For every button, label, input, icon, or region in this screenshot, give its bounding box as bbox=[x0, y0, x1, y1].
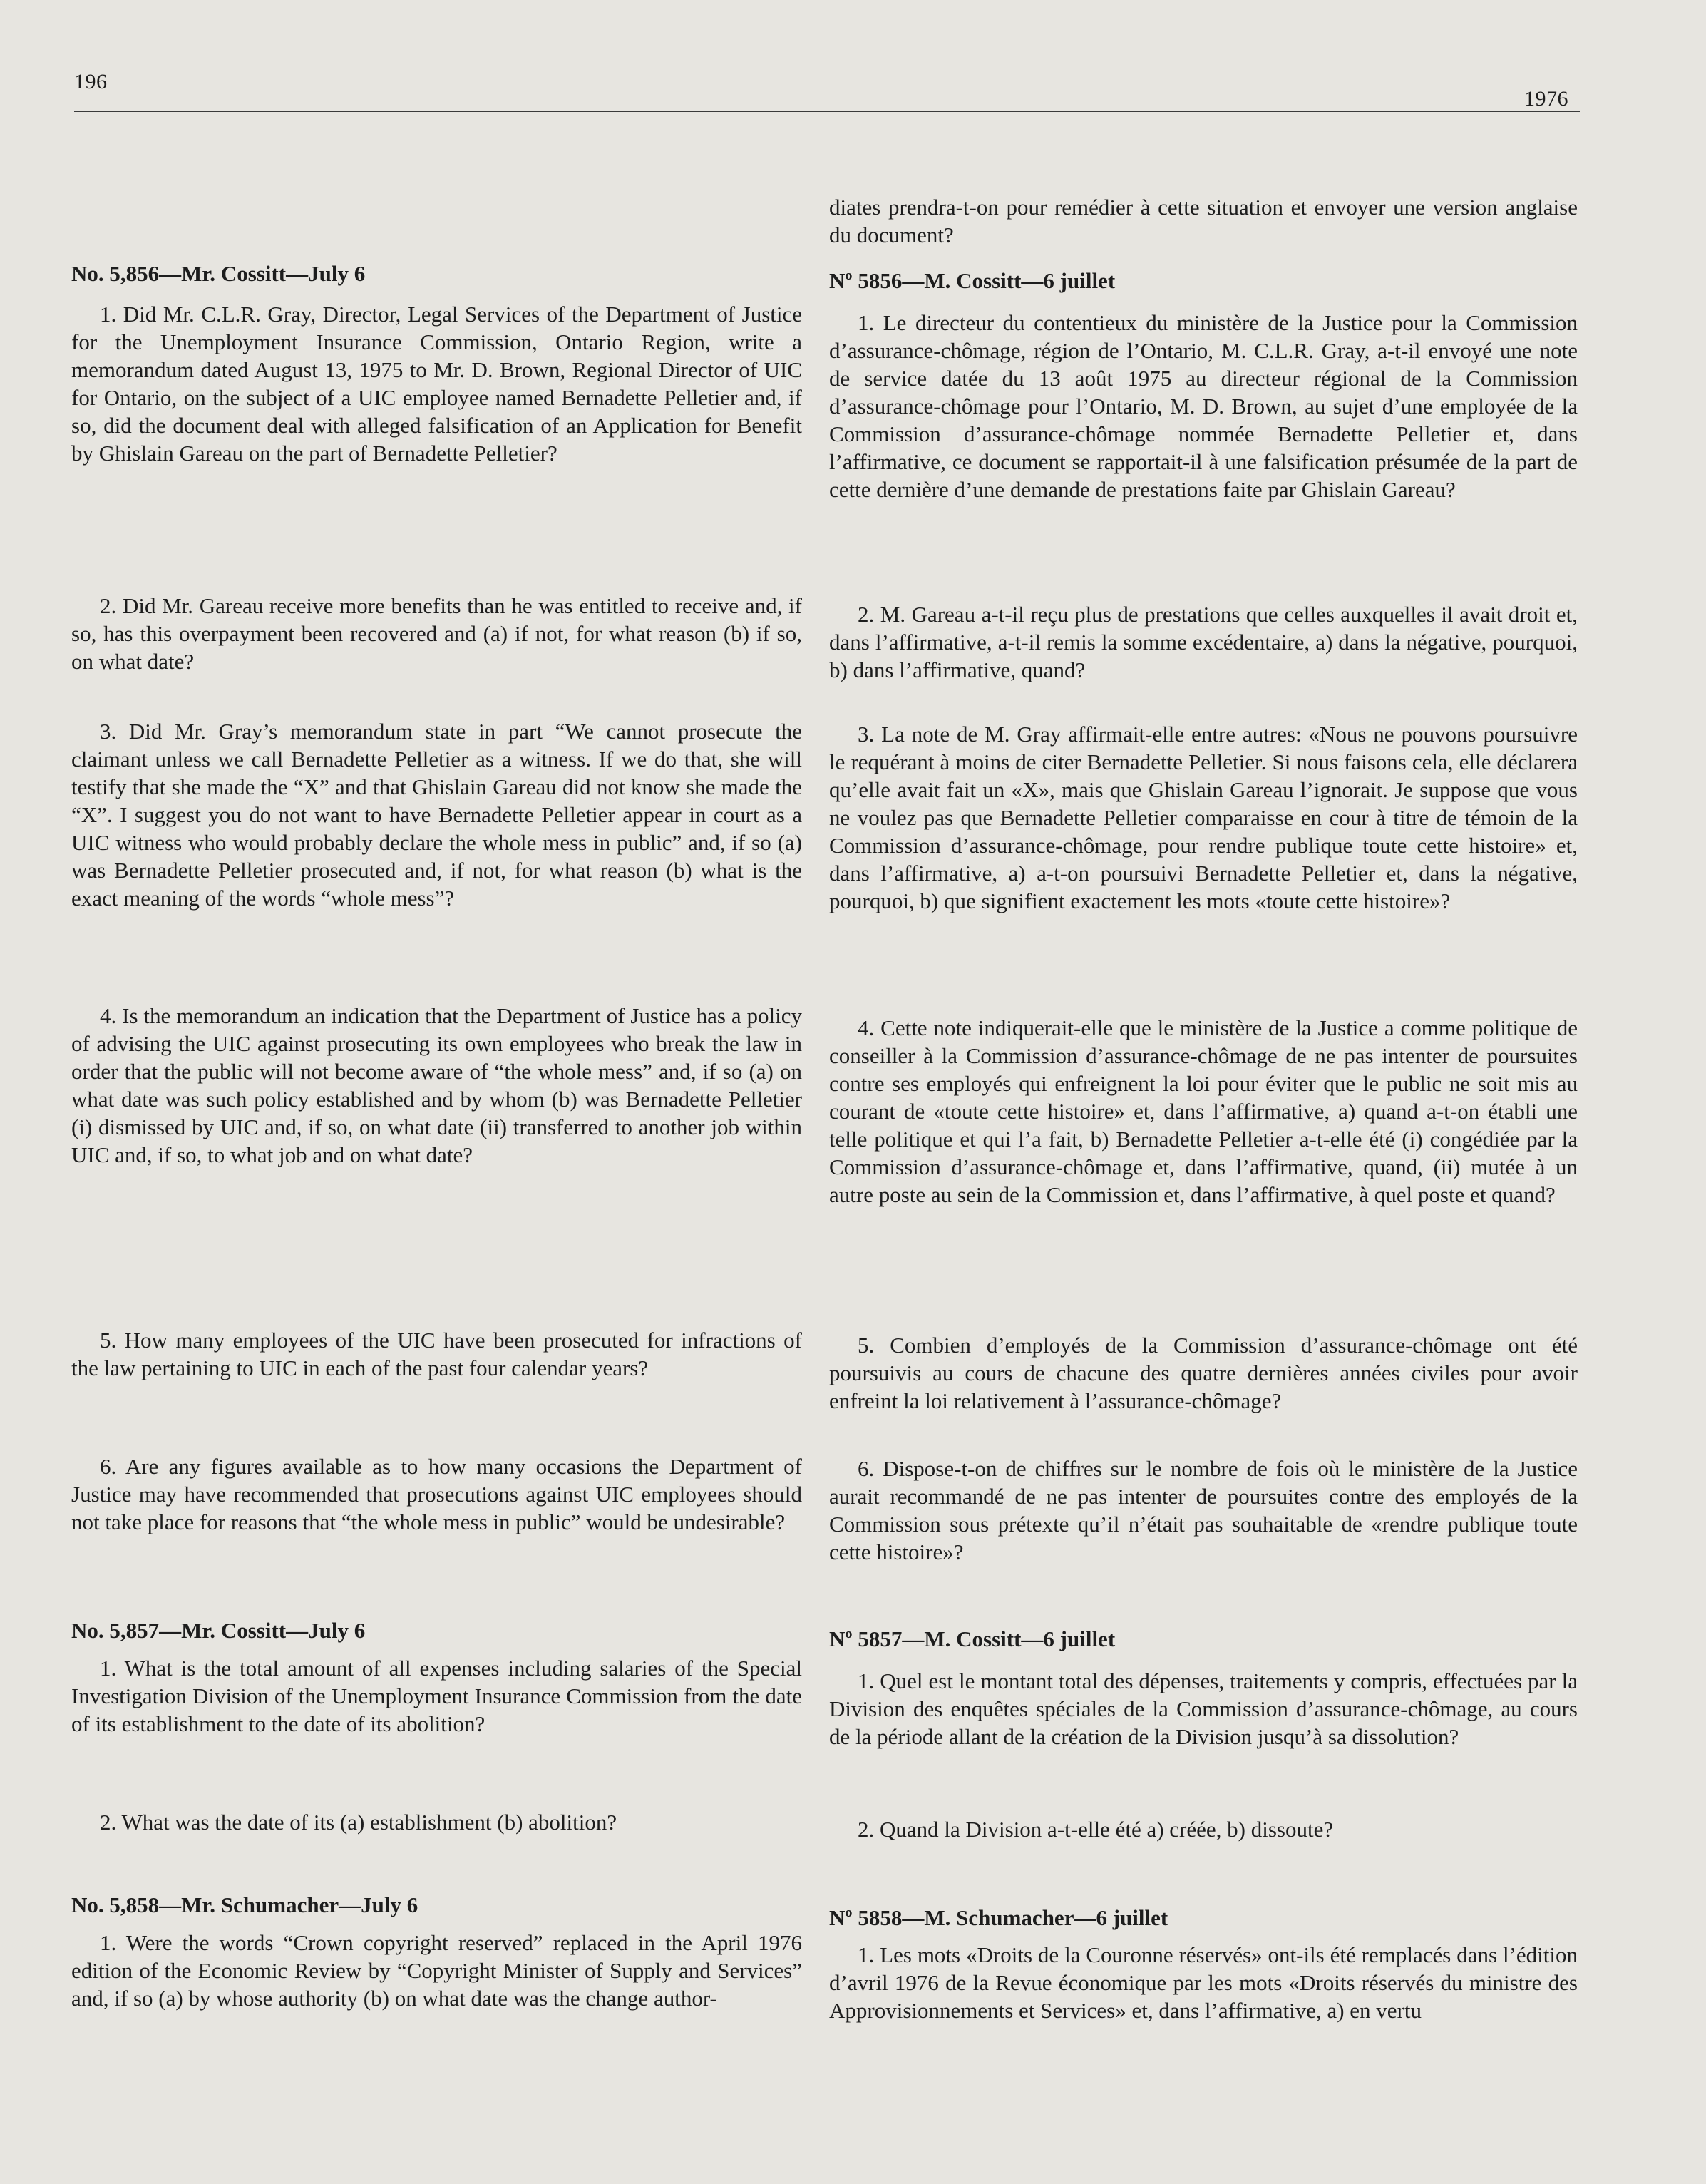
question-5857-fr-heading: Nº 5857—M. Cossitt—6 juillet bbox=[829, 1626, 1116, 1651]
question-5857-heading: No. 5,857—Mr. Cossitt—July 6 bbox=[71, 1618, 366, 1643]
question-5857-part-1: 1. What is the total amount of all expenses including salaries of the Special Investigation Division of the Unemployment Insurance Commission from the date of its establishment to the date of its abolition? bbox=[71, 1656, 802, 1736]
question-5856-fr-part-5: 5. Combien d’employés de la Commission d’assurance-chômage ont été poursuivis au cours de chacune des quatre dernières années civiles pour avoir enfreint la loi relativement à l’assurance-chômage? bbox=[829, 1333, 1578, 1413]
question-5858-part-1: 1. Were the words “Crown copyright reserved” replaced in the April 1976 edition of the Economic Review by “Copyright Minister of Supply and Services” and, if so (a) by whose authority (b) on what date was the change author- bbox=[71, 1930, 802, 2011]
question-5858-fr-part-1: 1. Les mots «Droits de la Couronne réservés» ont-ils été remplacés dans l’édition d’avril 1976 de la Revue économique par les mots «Droits réservés du ministre des Approvisionnements et Services» et, dans l’affirmative, a) en vertu bbox=[829, 1942, 1578, 2023]
question-5856-fr-heading: Nº 5856—M. Cossitt—6 juillet bbox=[829, 268, 1116, 293]
question-5856-fr-part-4: 4. Cette note indiquerait-elle que le ministère de la Justice a comme politique de conseiller à la Commission d’assurance-chômage de ne pas intenter de poursuites contre ses employés qui enfreignent la loi pour éviter que le public ne soit mis au courant de «toute cette histoire» et, dans l’affirmative, a) quand a-t-on établi une telle politique et qui l’a fait, b) Bernadette Pelletier a-t-elle été (i) congédiée par la Commission d’assurance-chômage et, dans l’affirmative, quand, (ii) mutée à un autre poste au sein de la Commission et, dans l’affirmative, à quel poste et quand? bbox=[829, 1015, 1578, 1207]
question-5857-part-2: 2. What was the date of its (a) establishment (b) abolition? bbox=[100, 1810, 617, 1835]
question-5858-heading: No. 5,858—Mr. Schumacher—July 6 bbox=[71, 1892, 418, 1917]
question-5857-fr-part-2: 2. Quand la Division a-t-elle été a) créée, b) dissoute? bbox=[858, 1817, 1334, 1842]
question-5856-fr-part-6: 6. Dispose-t-on de chiffres sur le nombre de fois où le ministère de la Justice aurait recommandé de ne pas intenter de poursuites contre des employés de la Commission sous prétexte qu’il n’était pas souhaitable de «rendre publique toute cette histoire»? bbox=[829, 1456, 1578, 1564]
question-5856-part-3: 3. Did Mr. Gray’s memorandum state in part “We cannot prosecute the claimant unless we call Bernadette Pelletier as a witness. If we do that, she will testify that she made the “X” and that Ghislain Gareau did not know she made the “X”. I suggest you do not want to have Bernadette Pelletier appear in court as a UIC witness who would probably declare the whole mess in public” and, if so (a) was Bernadette Pelletier prosecuted and, if not, for what reason (b) what is the exact meaning of the words “whole mess”? bbox=[71, 719, 802, 911]
question-5856-part-5: 5. How many employees of the UIC have been prosecuted for infractions of the law pertaining to UIC in each of the past four calendar years? bbox=[71, 1328, 802, 1380]
english-column bbox=[71, 0, 802, 2184]
page-number: 196 bbox=[74, 70, 108, 93]
question-5856-part-1: 1. Did Mr. C.L.R. Gray, Director, Legal Services of the Department of Justice for the Unemployment Insurance Commission, Ontario Region, write a memorandum dated August 13, 1975 to Mr. D. Brown, Regional Director of UIC for Ontario, on the subject of a UIC employee named Bernadette Pelletier and, if so, did the document deal with alleged falsification of an Application for Benefit by Ghislain Gareau on the part of Bernadette Pelletier? bbox=[71, 302, 802, 466]
french-continued-text: diates prendra-t-on pour remédier à cette situation et envoyer une version anglaise du document? bbox=[829, 195, 1578, 247]
question-5857-fr-part-1: 1. Quel est le montant total des dépenses, traitements y compris, effectuées par la Division des enquêtes spéciales de la Commission d’assurance-chômage, au cours de la période allant de la création de la Division jusqu’à sa dissolution? bbox=[829, 1668, 1578, 1749]
question-5856-part-4: 4. Is the memorandum an indication that the Department of Justice has a policy of advising the UIC against prosecuting its own employees who break the law in order that the public will not become aware of “the whole mess” and, if so (a) on what date was such policy established and by whom (b) was Bernadette Pelletier (i) dismissed by UIC and, if so, on what date (ii) transferred to another job within UIC and, if so, to what job and on what date? bbox=[71, 1003, 802, 1167]
question-5856-part-6: 6. Are any figures available as to how many occasions the Department of Justice may have recommended that prosecutions against UIC employees should not take place for reasons that “the whole mess in public” would be undesirable? bbox=[71, 1454, 802, 1534]
question-5856-heading: No. 5,856—Mr. Cossitt—July 6 bbox=[71, 261, 366, 286]
question-5856-fr-part-1: 1. Le directeur du contentieux du ministère de la Justice pour la Commission d’assurance-chômage, région de l’Ontario, M. C.L.R. Gray, a-t-il envoyé une note de service datée du 13 août 1975 au directeur régional de la Commission d’assurance-chômage pour l’Ontario, M. D. Brown, au sujet d’une employée de la Commission d’assurance-chômage nommée Bernadette Pelletier et, dans l’affirmative, ce document se rapportait-il à une falsification présumée de la part de cette dernière d’une demande de prestations faite par Ghislain Gareau? bbox=[829, 310, 1578, 502]
question-5856-fr-part-3: 3. La note de M. Gray affirmait-elle entre autres: «Nous ne pouvons poursuivre le requérant à moins de citer Bernadette Pelletier. Si nous faisons cela, elle déclarera qu’elle avait fait un «X», mais que Ghislain Gareau l’ignorait. Je suppose que vous ne voulez pas que Bernadette Pelletier comparaisse en cour à titre de témoin de la Commission d’assurance-chômage, pour rendre publique toute cette histoire» et, dans l’affirmative, a) a-t-on poursuivi Bernadette Pelletier et, dans la négative, pourquoi, b) que signifient exactement les mots «toute cette histoire»? bbox=[829, 722, 1578, 913]
question-5858-fr-heading: Nº 5858—M. Schumacher—6 juillet bbox=[829, 1905, 1168, 1930]
question-5856-fr-part-2: 2. M. Gareau a-t-il reçu plus de prestations que celles auxquelles il avait droit et, dans l’affirmative, a-t-il remis la somme excédentaire, a) dans la négative, pourquoi, b) dans l’affirmative, quand? bbox=[829, 602, 1578, 682]
french-column bbox=[829, 0, 1578, 2184]
page-year: 1976 bbox=[1524, 87, 1568, 111]
question-5856-part-2: 2. Did Mr. Gareau receive more benefits than he was entitled to receive and, if so, has this overpayment been recovered and (a) if not, for what reason (b) if so, on what date? bbox=[71, 593, 802, 674]
